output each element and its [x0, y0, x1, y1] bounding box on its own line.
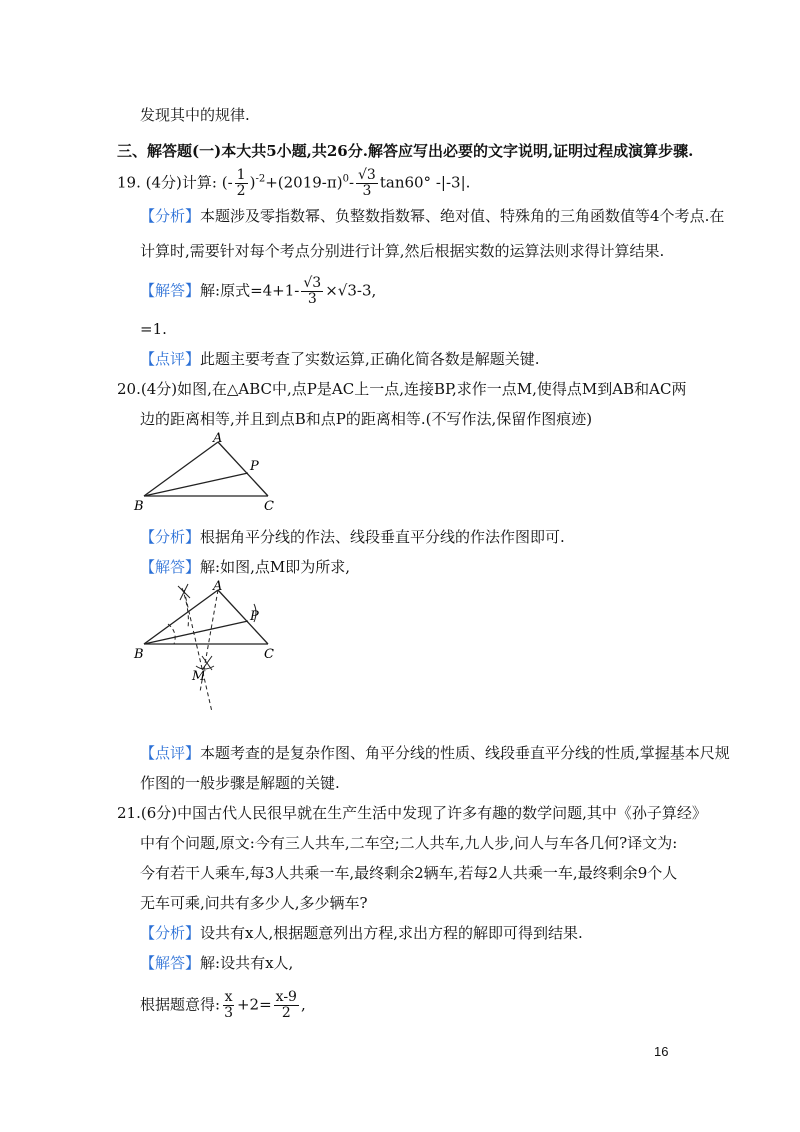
equation-part: +2= [236, 995, 272, 1014]
fraction [274, 990, 299, 1021]
comment-line: 作图的一般步骤是解题的关键. [140, 774, 340, 792]
expr-part: tan60° [379, 173, 432, 192]
expr-part: -|-3|. [435, 173, 471, 192]
analysis-text: 本题涉及零指数幂、负整数指数幂、绝对值、特殊角的三角函数值等4个考点.在 [200, 207, 725, 225]
triangle-figure [130, 432, 290, 514]
fraction [301, 276, 323, 307]
question-21-line: 21.(6分)中国古代人民很早就在生产生活中发现了许多有趣的数学问题,其中《孙子算经》 [117, 804, 707, 822]
fraction-den: 3 [224, 1005, 233, 1021]
analysis-tag: 【分析】 [140, 207, 201, 225]
analysis-line [140, 526, 565, 548]
question-21-line: 今有若干人乘车,每3人共乘一车,最终剩余2辆车,若每2人共乘一车,最终剩余9个人 [140, 864, 678, 882]
question-19 [117, 168, 470, 199]
comment-line [140, 348, 540, 370]
comment-text: 此题主要考查了实数运算,正确化简各数是解题关键. [200, 350, 540, 368]
fraction [222, 990, 235, 1021]
fraction-num: 1 [236, 167, 246, 183]
question-points: (4分)计算: [145, 173, 217, 192]
label-p: P [250, 609, 259, 624]
fraction-num: x [224, 989, 233, 1005]
fraction-den: 3 [307, 291, 317, 307]
label-b: B [134, 499, 144, 514]
exponent: 0 [342, 173, 349, 185]
solution-text: 解:如图,点M即为所求, [200, 558, 350, 576]
expr-part: (- [221, 173, 233, 192]
fraction-den: 2 [236, 183, 246, 199]
label-m: M [192, 669, 206, 684]
solution-text: × [325, 281, 338, 300]
solution-line: =1. [140, 320, 167, 338]
label-a: A [213, 432, 223, 446]
exponent: -2 [255, 173, 266, 185]
analysis-text: 设共有x人,根据题意列出方程,求出方程的解即可得到结果. [200, 924, 583, 942]
equation-part: , [300, 995, 306, 1014]
label-c: C [264, 647, 274, 662]
solution-text: 解:设共有x人, [200, 954, 294, 972]
solution-tag: 【解答】 [140, 281, 201, 300]
text-line: 发现其中的规律. [140, 106, 250, 124]
analysis-line [140, 922, 583, 944]
solution-tag: 【解答】 [140, 558, 201, 576]
expr-part: +(2019-π) [265, 173, 343, 192]
fraction-num: √3 [303, 275, 322, 291]
label-a: A [213, 580, 223, 594]
question-number: 19. [117, 173, 141, 192]
solution-line [140, 556, 350, 578]
solution-text: 解:原式=4+1- [200, 281, 300, 300]
analysis-tag: 【分析】 [140, 528, 201, 546]
equation-line [140, 990, 306, 1021]
fraction-den: 3 [362, 183, 372, 199]
analysis-tag: 【分析】 [140, 924, 201, 942]
page-number: 16 [654, 1044, 669, 1059]
analysis-line [140, 205, 724, 227]
analysis-line: 计算时,需要针对每个考点分别进行计算,然后根据实数的运算法则求得计算结果. [140, 242, 665, 260]
comment-tag: 【点评】 [140, 350, 201, 368]
question-20-line: 20.(4分)如图,在△ABC中,点P是AC上一点,连接BP,求作一点M,使得点M到AB和AC两 [117, 380, 687, 398]
expr-part: ) [249, 173, 256, 192]
analysis-text: 根据角平分线的作法、线段垂直平分线的作法作图即可. [200, 528, 565, 546]
question-21-line: 无车可乘,问共有多少人,多少辆车? [140, 894, 368, 912]
comment-text: 本题考查的是复杂作图、角平分线的性质、线段垂直平分线的性质,掌握基本尺规 [200, 744, 730, 762]
fraction-num: √3 [358, 167, 376, 183]
solution-text: -3, [356, 281, 377, 300]
fraction-den: 2 [281, 1005, 291, 1021]
label-c: C [264, 499, 274, 514]
fraction [356, 168, 378, 199]
construction-figure [130, 580, 290, 715]
fraction [235, 168, 248, 199]
comment-tag: 【点评】 [140, 744, 201, 762]
label-b: B [134, 647, 144, 662]
solution-tag: 【解答】 [140, 954, 201, 972]
question-21-line: 中有个问题,原文:今有三人共车,二车空;二人共车,九人步,问人与车各几何?译文为: [140, 834, 678, 852]
solution-text: 根据题意得: [140, 995, 221, 1014]
label-p: P [250, 459, 259, 474]
solution-line [140, 952, 293, 974]
question-20-line: 边的距离相等,并且到点B和点P的距离相等.(不写作法,保留作图痕迹) [140, 410, 593, 428]
comment-line [140, 742, 730, 764]
fraction-num: x-9 [275, 989, 297, 1005]
expr-part: - [348, 173, 355, 192]
section-heading: 三、解答题(一)本大共5小题,共26分.解答应写出必要的文字说明,证明过程成演算步骤. [117, 142, 694, 160]
sqrt-term: √3 [337, 281, 357, 300]
solution-line [140, 276, 376, 307]
